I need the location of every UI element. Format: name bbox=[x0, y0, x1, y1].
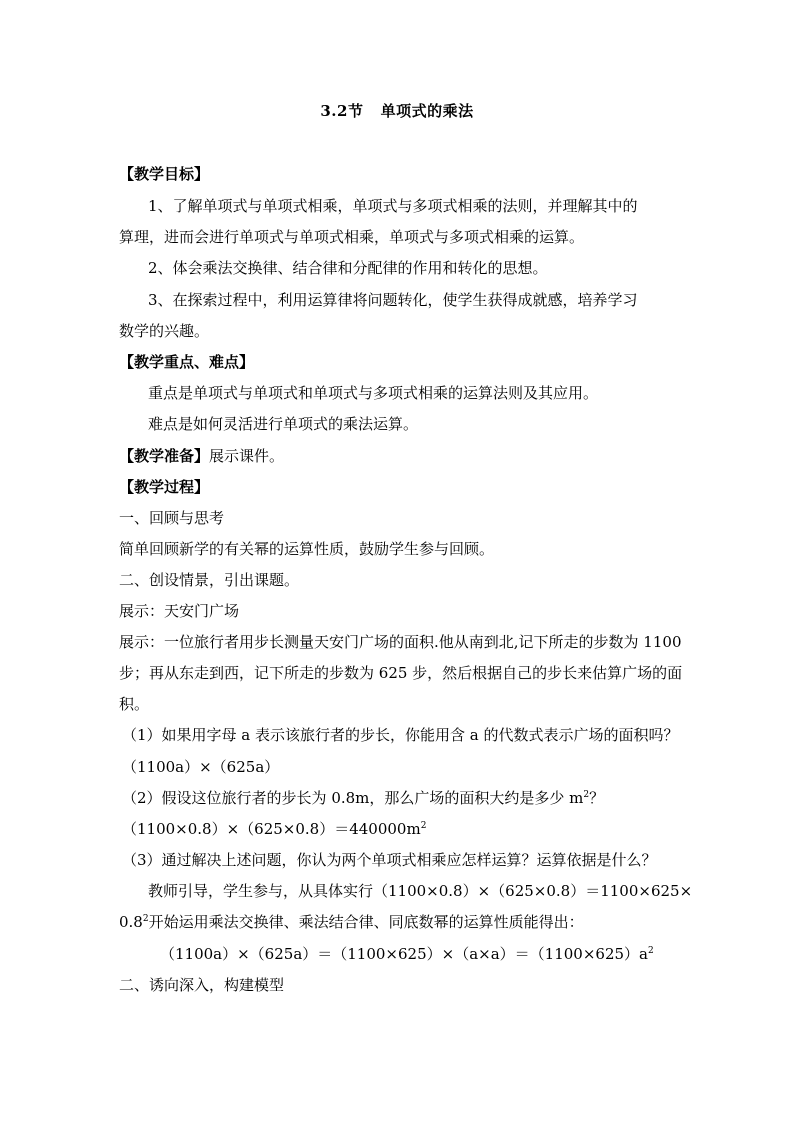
show-2-line-1: 展示：一位旅行者用步长测量天安门广场的面积.他从南到北,记下所走的步数为 1100 bbox=[119, 633, 682, 651]
answer-2 bbox=[122, 819, 722, 839]
objectives-heading: 【教学目标】 bbox=[119, 165, 210, 183]
question-2 bbox=[122, 788, 722, 808]
objective-3-line-1: 3、在探索过程中，利用运算律将问题转化，使学生获得成就感，培养学习 bbox=[148, 291, 638, 309]
question-2-end: ？ bbox=[589, 789, 605, 807]
prep-text: 展示课件。 bbox=[209, 447, 285, 465]
prep-line bbox=[119, 446, 719, 466]
show-2-line-3: 积。 bbox=[119, 695, 150, 713]
guide-line-2-exponent: 2 bbox=[142, 914, 149, 924]
guide-line-1: 教师引导，学生参与，从具体实行（1100×0.8）×（625×0.8）＝1100×625× bbox=[148, 882, 693, 900]
page-title: 3.2节 单项式的乘法 bbox=[320, 102, 474, 120]
difficulty-text: 难点是如何灵活进行单项式的乘法运算。 bbox=[148, 415, 419, 433]
objective-1-line-2: 算理，进而会进行单项式与单项式相乘，单项式与多项式相乘的运算。 bbox=[119, 228, 585, 246]
keypoints-heading: 【教学重点、难点】 bbox=[119, 353, 255, 371]
objective-2: 2、体会乘法交换律、结合律和分配律的作用和转化的思想。 bbox=[148, 259, 548, 277]
answer-2-exponent: 2 bbox=[420, 821, 427, 831]
question-1: （1）如果用字母 a 表示该旅行者的步长，你能用含 a 的代数式表示广场的面积吗？ bbox=[122, 726, 679, 744]
question-2-exponent: 2 bbox=[583, 790, 590, 800]
step-1-title: 一、回顾与思考 bbox=[119, 509, 225, 527]
show-1: 展示：天安门广场 bbox=[119, 602, 240, 620]
objective-1-line-1: 1、了解单项式与单项式相乘，单项式与多项式相乘的法则，并理解其中的 bbox=[148, 197, 638, 215]
formula-text: （1100a）×（625a）＝（1100×625）×（a×a）＝（1100×625）a bbox=[160, 945, 648, 963]
objective-3-line-2: 数学的兴趣。 bbox=[119, 322, 210, 340]
keypoint-text: 重点是单项式与单项式和单项式与多项式相乘的运算法则及其应用。 bbox=[148, 384, 599, 402]
answer-1: （1100a）×（625a） bbox=[122, 758, 280, 776]
formula-exponent: 2 bbox=[647, 946, 654, 956]
process-heading: 【教学过程】 bbox=[119, 478, 210, 496]
step-1-text: 简单回顾新学的有关幂的运算性质，鼓励学生参与回顾。 bbox=[119, 540, 495, 558]
step-3-title: 二、诱向深入，构建模型 bbox=[119, 976, 285, 994]
guide-line-2-b: 开始运用乘法交换律、乘法结合律、同底数幂的运算性质能得出： bbox=[148, 913, 584, 931]
prep-heading: 【教学准备】 bbox=[119, 447, 210, 465]
question-3: （3）通过解决上述问题，你认为两个单项式相乘应怎样运算？运算依据是什么？ bbox=[122, 851, 657, 869]
step-2-title: 二、创设情景，引出课题。 bbox=[119, 571, 300, 589]
show-2-line-2: 步；再从东走到西，记下所走的步数为 625 步，然后根据自己的步长来估算广场的面 bbox=[119, 664, 683, 682]
formula bbox=[160, 944, 760, 964]
question-2-text: （2）假设这位旅行者的步长为 0.8m，那么广场的面积大约是多少 m bbox=[122, 789, 584, 807]
guide-line-2-a: 0.8 bbox=[119, 913, 143, 931]
answer-2-text: （1100×0.8）×（625×0.8）＝440000m bbox=[122, 820, 421, 838]
guide-line-2 bbox=[119, 912, 719, 932]
